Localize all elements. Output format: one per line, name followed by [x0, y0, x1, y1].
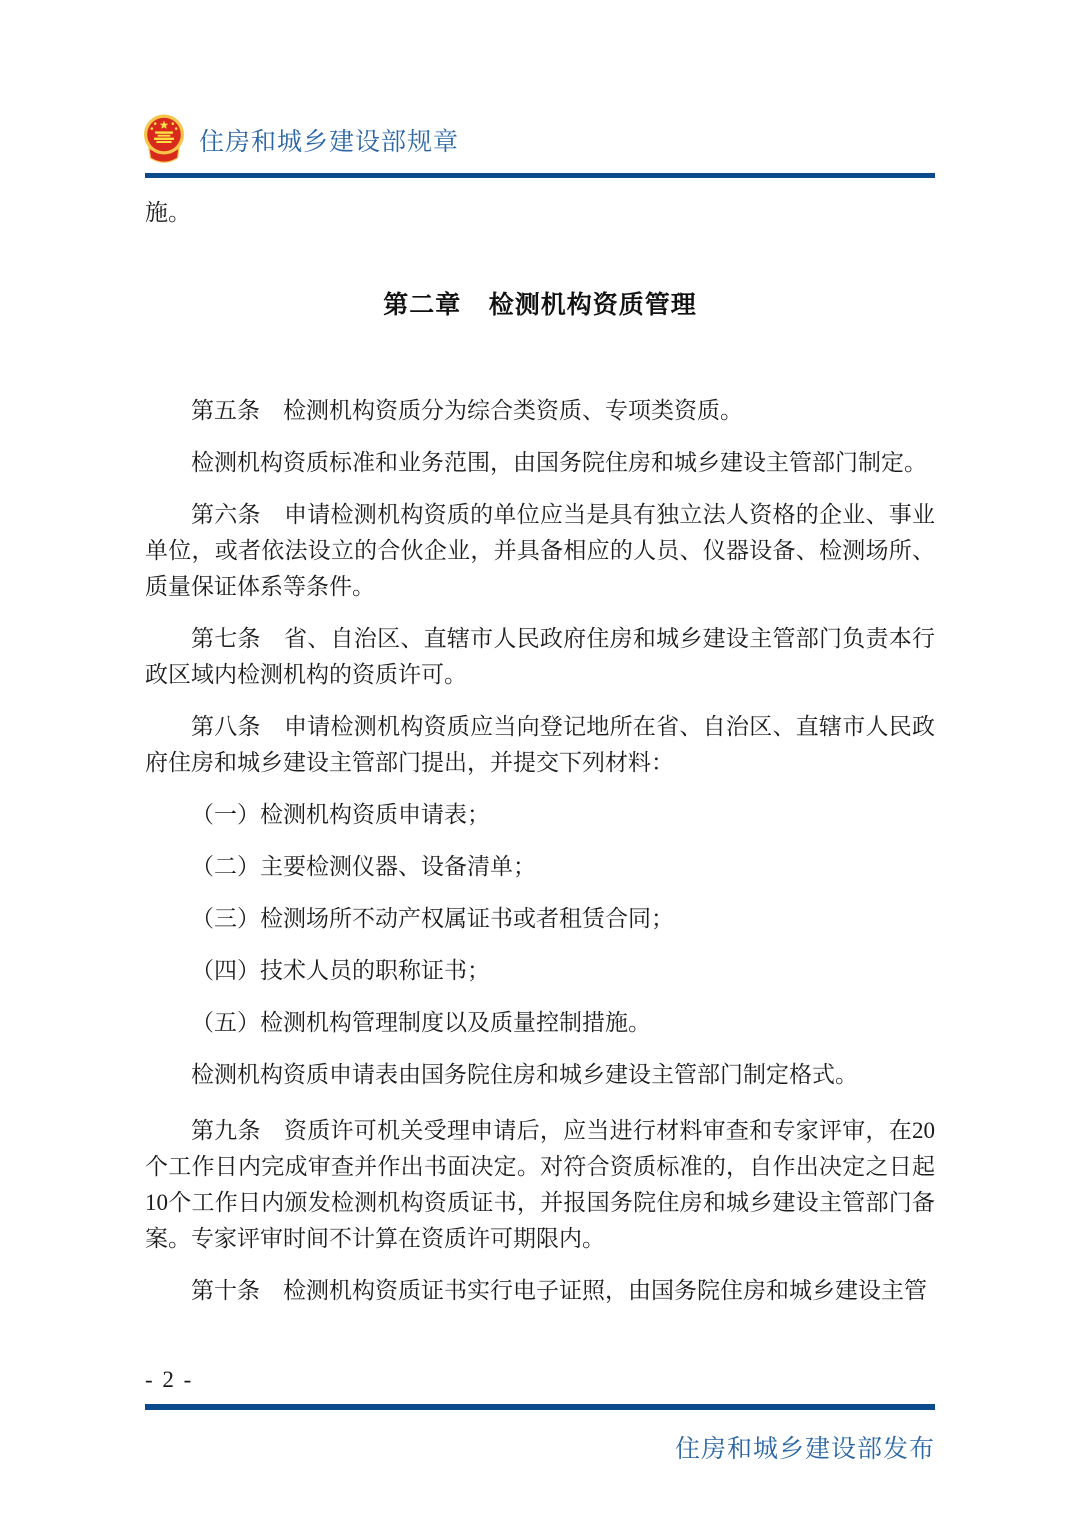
document-paragraph: （五）检测机构管理制度以及质量控制措施。 — [191, 1010, 651, 1035]
china-national-emblem-icon — [141, 113, 187, 167]
continuation-paragraph: 施。 — [145, 200, 191, 225]
chapter-title: 检测机构资质管理 — [488, 291, 697, 319]
document-paragraph: （一）检测机构资质申请表； — [191, 802, 490, 827]
article-paragraphs — [145, 393, 935, 1309]
document-paragraph: 检测机构资质标准和业务范围，由国务院住房和城乡建设主管部门制定。 — [191, 450, 927, 475]
document-paragraph: 第九条 资质许可机关受理申请后，应当进行材料审查和专家评审，在20个工作日内完成审查并作出书面决定。对符合资质标准的，自作出决定之日起10个工作日内颁发检测机构资质证书，并报国务院住房和城乡建设主管部门备案。专家评审时间不计算在资质许可期限内。 — [145, 1118, 935, 1251]
document-paragraph: 第六条 申请检测机构资质的单位应当是具有独立法人资格的企业、事业单位，或者依法设立的合伙企业，并具备相应的人员、仪器设备、检测场所、质量保证体系等条件。 — [145, 502, 935, 599]
header-title: 住房和城乡建设部规章 — [199, 129, 460, 156]
document-paragraph: （四）技术人员的职称证书； — [191, 958, 490, 983]
footer-divider-rule — [145, 1404, 935, 1410]
document-body — [145, 178, 935, 1309]
document-paragraph: 第八条 申请检测机构资质应当向登记地所在省、自治区、直辖市人民政府住房和城乡建设主管部门提出，并提交下列材料： — [145, 714, 935, 775]
document-paragraph: 第七条 省、自治区、直辖市人民政府住房和城乡建设主管部门负责本行政区域内检测机构的资质许可。 — [145, 626, 935, 687]
page-content — [145, 0, 935, 1309]
chapter-number: 第二章 — [383, 291, 462, 319]
document-paragraph: 检测机构资质申请表由国务院住房和城乡建设主管部门制定格式。 — [191, 1062, 858, 1087]
document-header — [145, 112, 935, 178]
document-paragraph: 第十条 检测机构资质证书实行电子证照，由国务院住房和城乡建设主管 — [191, 1278, 927, 1303]
document-paragraph: 第五条 检测机构资质分为综合类资质、专项类资质。 — [191, 398, 743, 423]
publisher-label: 住房和城乡建设部发布 — [674, 1436, 935, 1463]
page-number: - 2 - — [145, 1367, 194, 1392]
header-brand-row — [145, 112, 935, 168]
chapter-heading — [145, 287, 935, 323]
document-paragraph: （三）检测场所不动产权属证书或者租赁合同； — [191, 906, 674, 931]
document-paragraph: （二）主要检测仪器、设备清单； — [191, 854, 536, 879]
